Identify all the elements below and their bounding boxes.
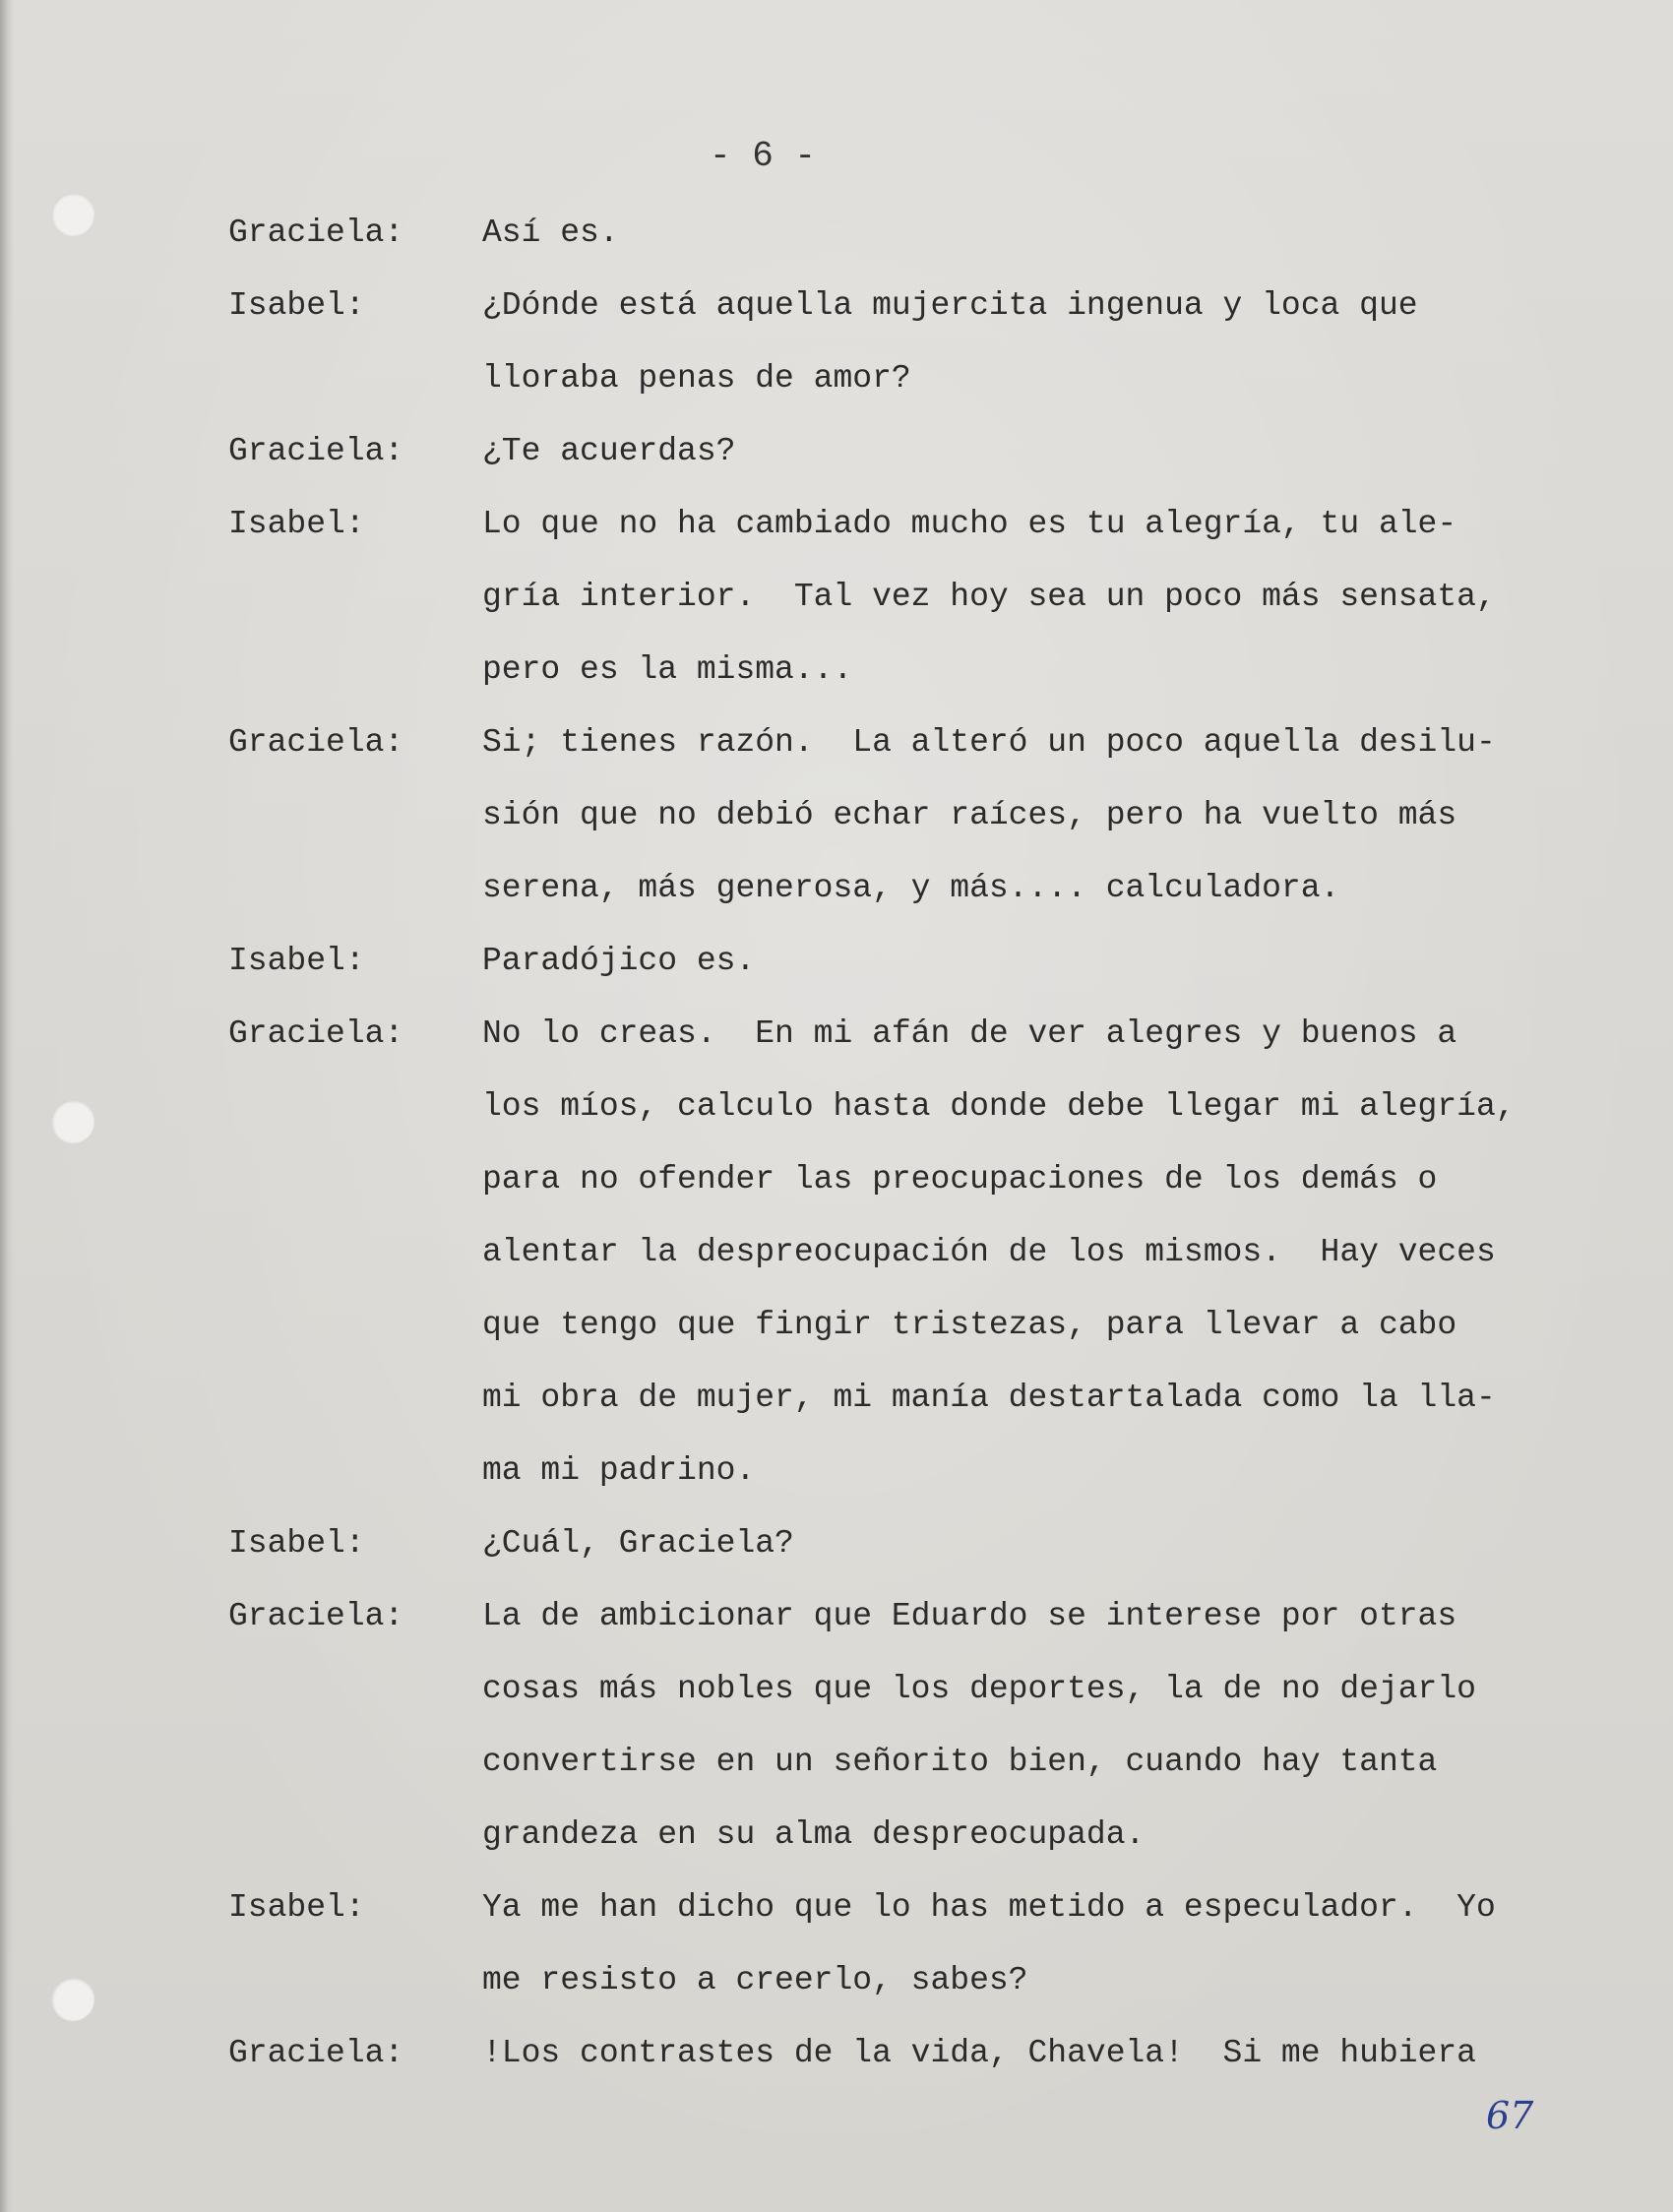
dialogue-line: los míos, calculo hasta donde debe llegar mi alegría, xyxy=(482,1088,1516,1125)
dialogue-text xyxy=(482,1872,1547,2017)
dialogue-entry xyxy=(228,1872,1547,2017)
dialogue-line: pero es la misma... xyxy=(482,651,853,688)
speaker-name: Graciela: xyxy=(228,1598,404,1634)
dialogue-line: alentar la despreocupación de los mismos. Hay veces xyxy=(482,1234,1496,1270)
dialogue-line: me resisto a creerlo, sabes? xyxy=(482,1962,1028,1998)
dialogue-line: grandeza en su alma despreocupada. xyxy=(482,1816,1146,1853)
dialogue-line: gría interior. Tal vez hoy sea un poco más sensata, xyxy=(482,579,1496,615)
dialogue-line: Paradójico es. xyxy=(482,943,756,979)
dialogue-line: ma mi padrino. xyxy=(482,1452,756,1489)
dialogue-line: para no ofender las preocupaciones de los demás o xyxy=(482,1161,1438,1198)
dialogue-entry xyxy=(228,998,1547,1507)
dialogue-text xyxy=(482,1580,1547,1872)
dialogue-line: cosas más nobles que los deportes, la de no dejarlo xyxy=(482,1671,1476,1707)
dialogue-entry xyxy=(228,925,1547,998)
page-left-edge xyxy=(0,0,14,2212)
dialogue-line: Ya me han dicho que lo has metido a especulador. Yo xyxy=(482,1889,1496,1926)
speaker-name: Isabel: xyxy=(228,287,365,324)
punch-hole-middle xyxy=(51,1100,94,1143)
dialogue-line: convertirse en un señorito bien, cuando hay tanta xyxy=(482,1744,1438,1780)
dialogue-line: que tengo que fingir tristezas, para llevar a cabo xyxy=(482,1307,1457,1343)
dialogue-entry xyxy=(228,2017,1547,2090)
dialogue-text xyxy=(482,1507,1547,1580)
page-number: - 6 - xyxy=(709,136,817,176)
dialogue-script xyxy=(228,197,1547,2090)
dialogue-line: La de ambicionar que Eduardo se interese por otras xyxy=(482,1598,1457,1634)
dialogue-text xyxy=(482,707,1547,925)
dialogue-text xyxy=(482,270,1547,415)
dialogue-entry xyxy=(228,197,1547,270)
dialogue-entry xyxy=(228,1507,1547,1580)
dialogue-text xyxy=(482,488,1547,707)
dialogue-line: ¿Te acuerdas? xyxy=(482,433,736,469)
dialogue-entry xyxy=(228,707,1547,925)
speaker-name: Graciela: xyxy=(228,433,404,469)
dialogue-line: ¿Dónde está aquella mujercita ingenua y loca que xyxy=(482,287,1418,324)
dialogue-entry xyxy=(228,488,1547,707)
dialogue-line: No lo creas. En mi afán de ver alegres y buenos a xyxy=(482,1015,1457,1052)
dialogue-line: mi obra de mujer, mi manía destartalada como la lla- xyxy=(482,1380,1496,1416)
speaker-name: Isabel: xyxy=(228,1889,365,1926)
speaker-name: Isabel: xyxy=(228,1525,365,1562)
speaker-name: Graciela: xyxy=(228,724,404,761)
dialogue-line: serena, más generosa, y más.... calculadora. xyxy=(482,870,1340,906)
dialogue-text xyxy=(482,998,1547,1507)
dialogue-line: sión que no debió echar raíces, pero ha vuelto más xyxy=(482,797,1457,833)
dialogue-text xyxy=(482,2017,1547,2090)
dialogue-line: Lo que no ha cambiado mucho es tu alegría, tu ale- xyxy=(482,506,1457,542)
handwritten-folio-number: 67 xyxy=(1486,2094,1534,2137)
dialogue-entry xyxy=(228,1580,1547,1872)
speaker-name: Graciela: xyxy=(228,215,404,251)
speaker-name: Graciela: xyxy=(228,2035,404,2071)
dialogue-text xyxy=(482,415,1547,488)
dialogue-text xyxy=(482,197,1547,270)
punch-hole-bottom xyxy=(51,1978,94,2021)
speaker-name: Isabel: xyxy=(228,943,365,979)
speaker-name: Graciela: xyxy=(228,1015,404,1052)
dialogue-text xyxy=(482,925,1547,998)
dialogue-line: !Los contrastes de la vida, Chavela! Si me hubiera xyxy=(482,2035,1476,2071)
punch-hole-top xyxy=(51,193,94,236)
dialogue-line: lloraba penas de amor? xyxy=(482,360,911,397)
dialogue-line: ¿Cuál, Graciela? xyxy=(482,1525,794,1562)
dialogue-line: Si; tienes razón. La alteró un poco aquella desilu- xyxy=(482,724,1496,761)
dialogue-entry xyxy=(228,415,1547,488)
dialogue-entry xyxy=(228,270,1547,415)
speaker-name: Isabel: xyxy=(228,506,365,542)
dialogue-line: Así es. xyxy=(482,215,619,251)
